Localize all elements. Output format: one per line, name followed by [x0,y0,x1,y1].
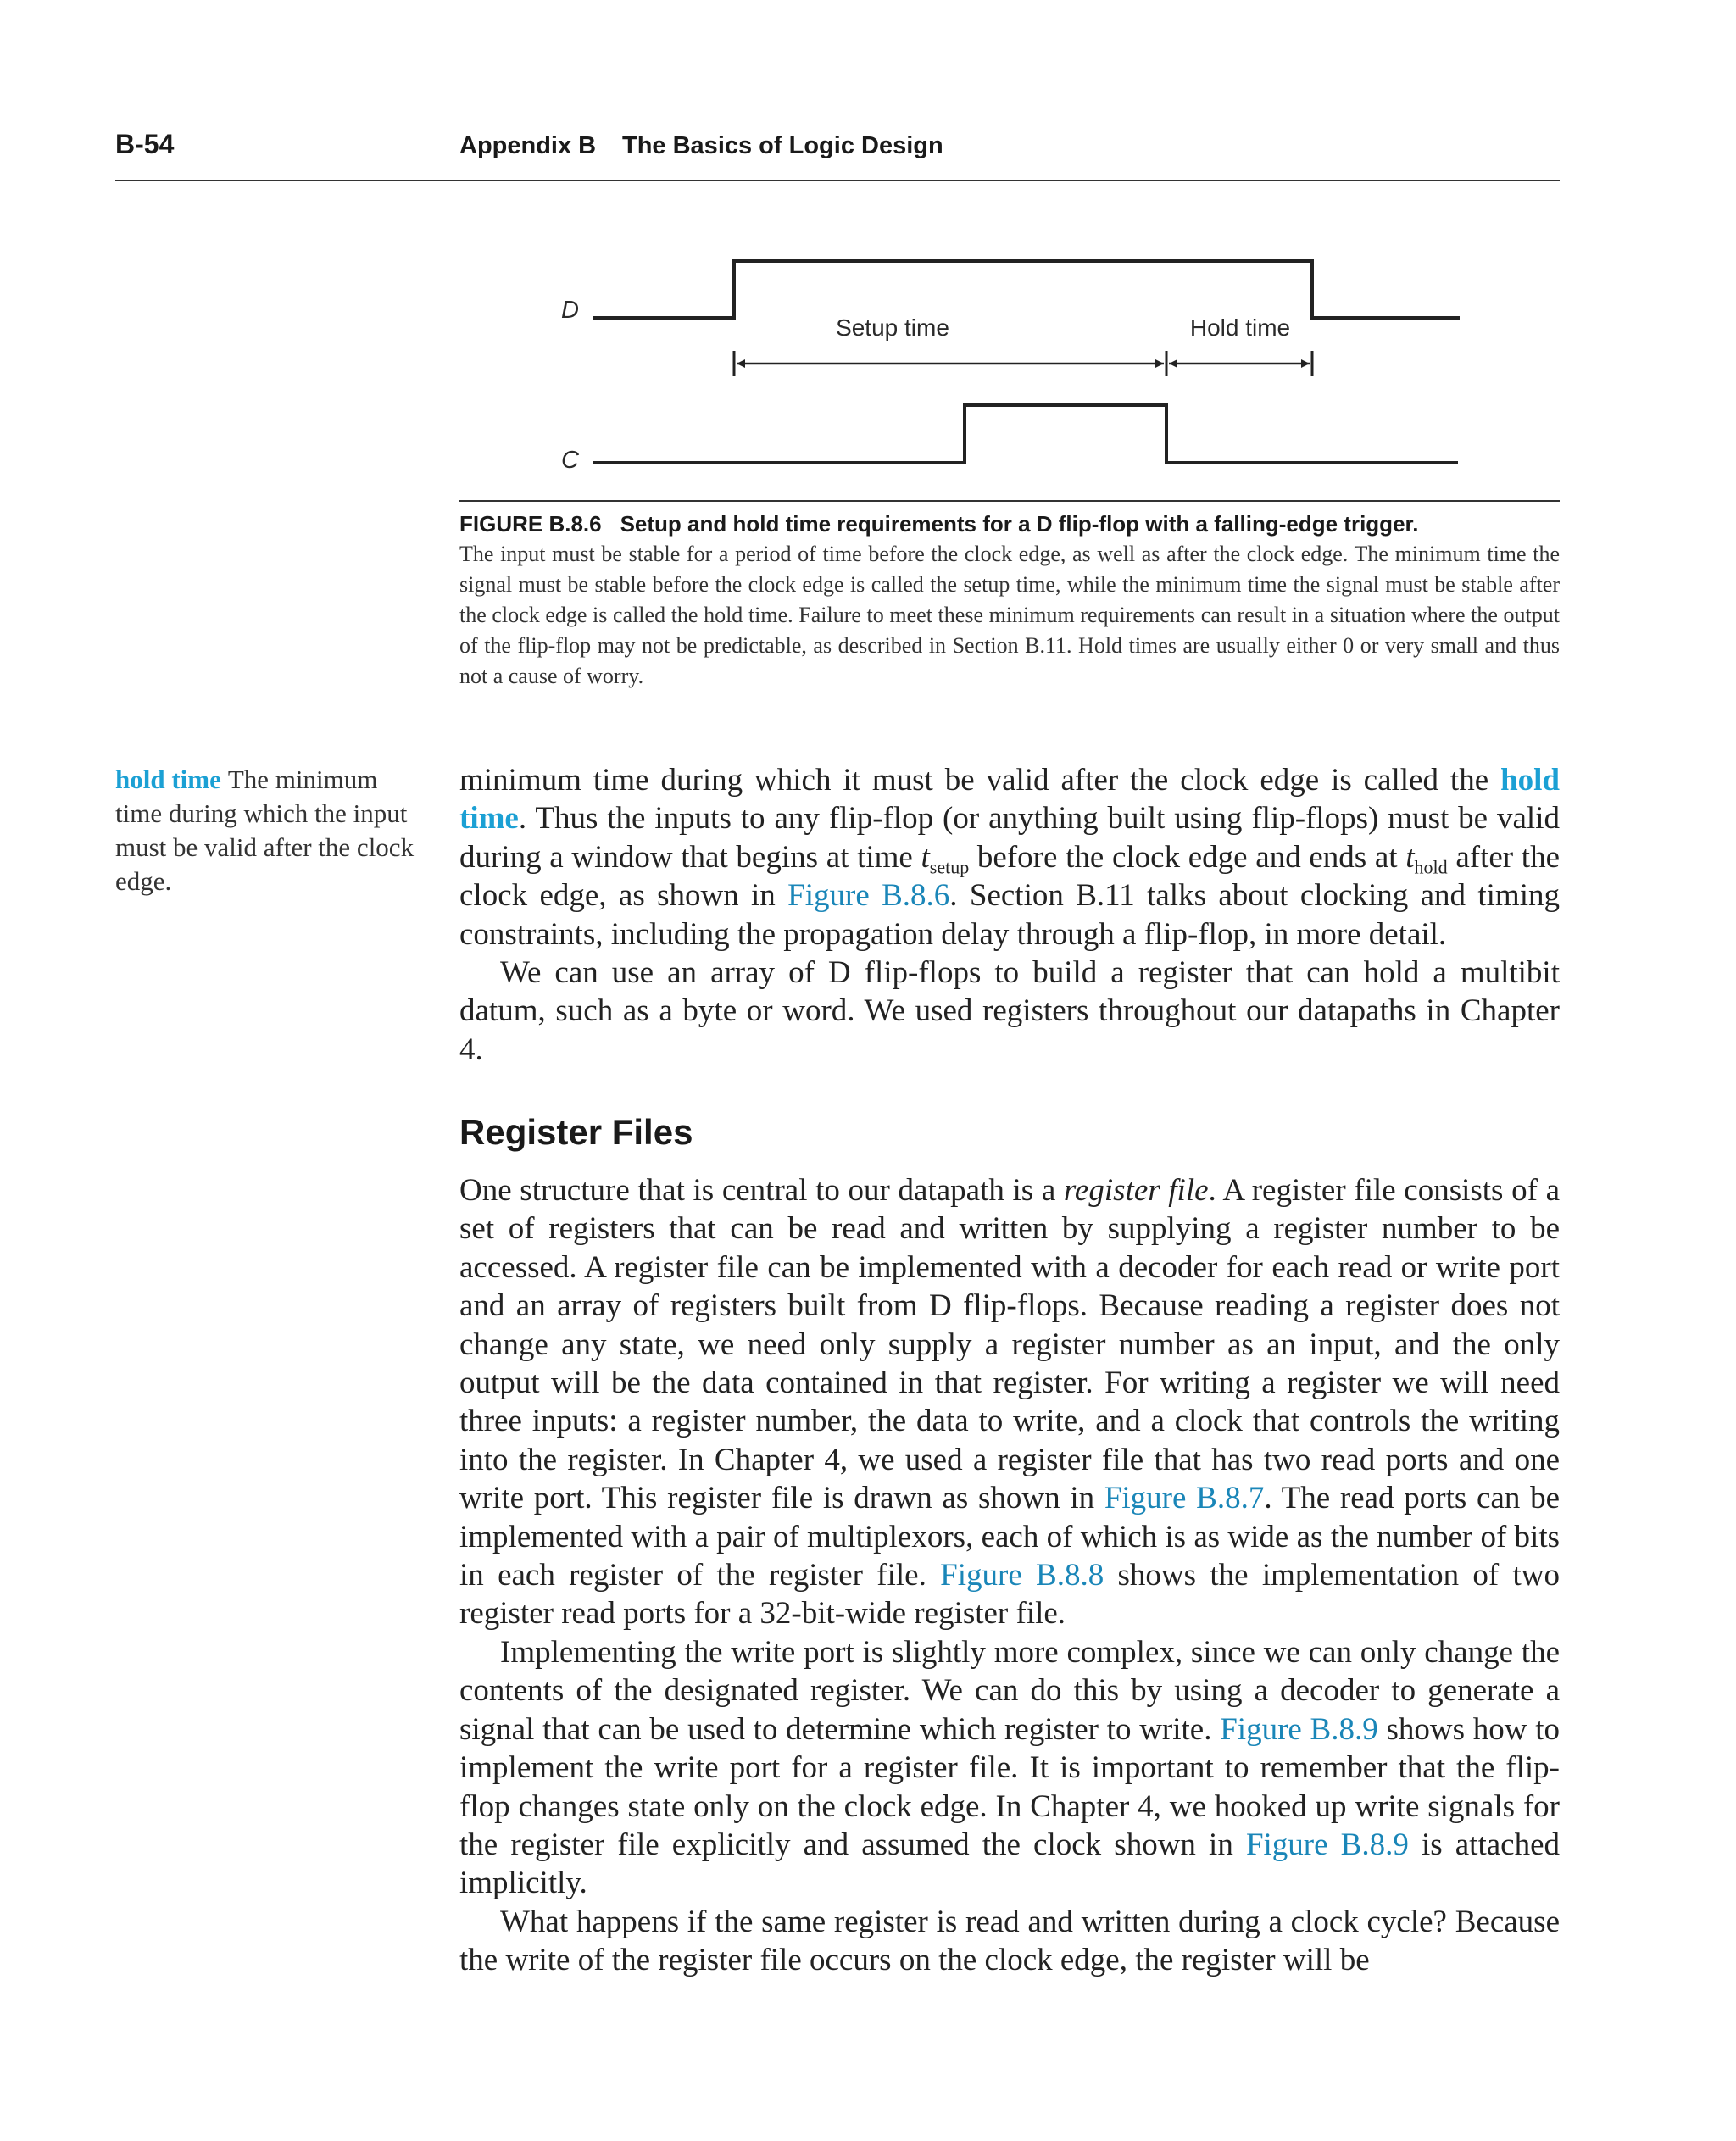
hold-time-label: Hold time [1189,314,1291,341]
header-rule [115,180,1560,181]
figure-b88-link[interactable]: Figure B.8.8 [940,1558,1104,1593]
setup-time-label: Setup time [836,314,949,341]
d-waveform [593,261,1460,318]
body-text-lower [459,1171,1560,1980]
caption-body: The input must be stable for a period of time before the clock edge, as well as after the clock edge. The minimum time the signal must be stable before the clock edge is called the setup time, while the minimum time the signal must be stable after the clock edge is called the hold time. Failure to meet these minimum requirements can result in a situation where the output of the flip-flop may not be predictable, as described in Section B.11. Hold times are usually either 0 or very small and thus not a cause of worry. [459,542,1560,688]
hold-subscript: hold [1414,856,1448,878]
p3-text-d: shows the implementation of two register read ports for a 32-bit-wide register file. [459,1558,1561,1632]
p4-text-b: shows how to implement the write port for a register file. It is important to remember that the flip-flop changes state only on the clock edge. In Chapter 4, we hooked up write signals for the register file explicitly and assumed the clock shown in [459,1711,1560,1862]
section-heading: Register Files [459,1112,693,1152]
timing-diagram [542,246,1475,483]
paragraph-2: We can use an array of D flip-flops to build a register that can hold a multibit datum, such as a byte or word. We used registers throughout our datapaths in Chapter 4. [459,955,1560,1067]
hold-time-term: hold time [459,763,1560,837]
p1-text-e: . Section B.11 talks about clocking and timing constraints, including the propagation delay through a flip-flop, in more detail. [459,878,1560,952]
margin-definition-text: The minimum time during which the input must be valid after the clock edge. [115,765,415,896]
chapter-label: Appendix B [459,132,597,159]
t-hold-var: t [1405,839,1415,875]
paragraph-3 [459,1171,1560,1633]
running-header [115,129,1560,183]
p3-text-a: One structure that is central to our datapath is a [459,1173,1064,1208]
p4-text-c: is attached implicitly. [459,1827,1561,1901]
p1-text-c: before the clock edge and ends at [969,839,1406,875]
signal-d-label: D [561,297,579,324]
p1-text-a: minimum time during which it must be valid after the clock edge is called the [459,763,1501,798]
caption-number: FIGURE B.8.6 [459,511,602,537]
figure-b89-link-2[interactable]: Figure B.8.9 [1245,1827,1409,1862]
paragraph-5: What happens if the same register is read and written during a clock cycle? Because the write of the register file occurs on the clock edge, the register will be [459,1904,1560,1978]
setup-subscript: setup [929,856,970,878]
timing-diagram-svg [542,246,1475,483]
c-waveform [593,405,1458,463]
caption-title: Setup and hold time requirements for a D flip-flop with a falling-edge trigger. [620,511,1419,537]
body-text-upper [459,761,1560,1069]
margin-definition [115,763,429,898]
paragraph-4 [459,1633,1560,1903]
figure-b89-link[interactable]: Figure B.8.9 [1220,1711,1378,1747]
register-file-emphasis: register file [1063,1173,1209,1208]
p3-text-c: . The read ports can be implemented with a pair of multiplexors, each of which is as wide as the number of bits in each register of the register file. [459,1481,1560,1593]
t-setup-var: t [921,839,930,875]
p4-text-a: Implementing the write port is slightly more complex, since we can only change the contents of the designated register. We can do this by using a decoder to generate a signal that can be used to determine which register to write. [459,1634,1560,1747]
figure-caption [459,511,1560,692]
caption-rule [459,500,1560,502]
caption-heading [459,511,1560,537]
figure-b87-link[interactable]: Figure B.8.7 [1104,1481,1265,1516]
p1-text-d: after the clock edge, as shown in [459,839,1560,914]
p1-text-b: . Thus the inputs to any flip-flop (or anything built using flip-flops) must be valid during a window that begins at time [459,801,1560,875]
margin-term: hold time [115,765,221,794]
signal-c-label: C [561,447,579,474]
paragraph-1 [459,761,1560,954]
figure-b86-link[interactable]: Figure B.8.6 [787,878,950,914]
p3-text-b: . A register file consists of a set of registers that can be read and written by supplying a register number to be accessed. A register file can be implemented with a decoder for each read or write port and an array of registers built from D flip-flops. Because reading a register does not change any state, we need only supply a register number as an input, and the only output will be the data contained in that register. For writing a register we will need three inputs: a register number, the data to write, and a clock that controls the writing into the register. In Chapter 4, we used a register file that has two read ports and one write port. This register file is drawn as shown in [459,1173,1560,1516]
chapter-title: The Basics of Logic Design [622,132,943,159]
page-number: B-54 [115,129,175,159]
